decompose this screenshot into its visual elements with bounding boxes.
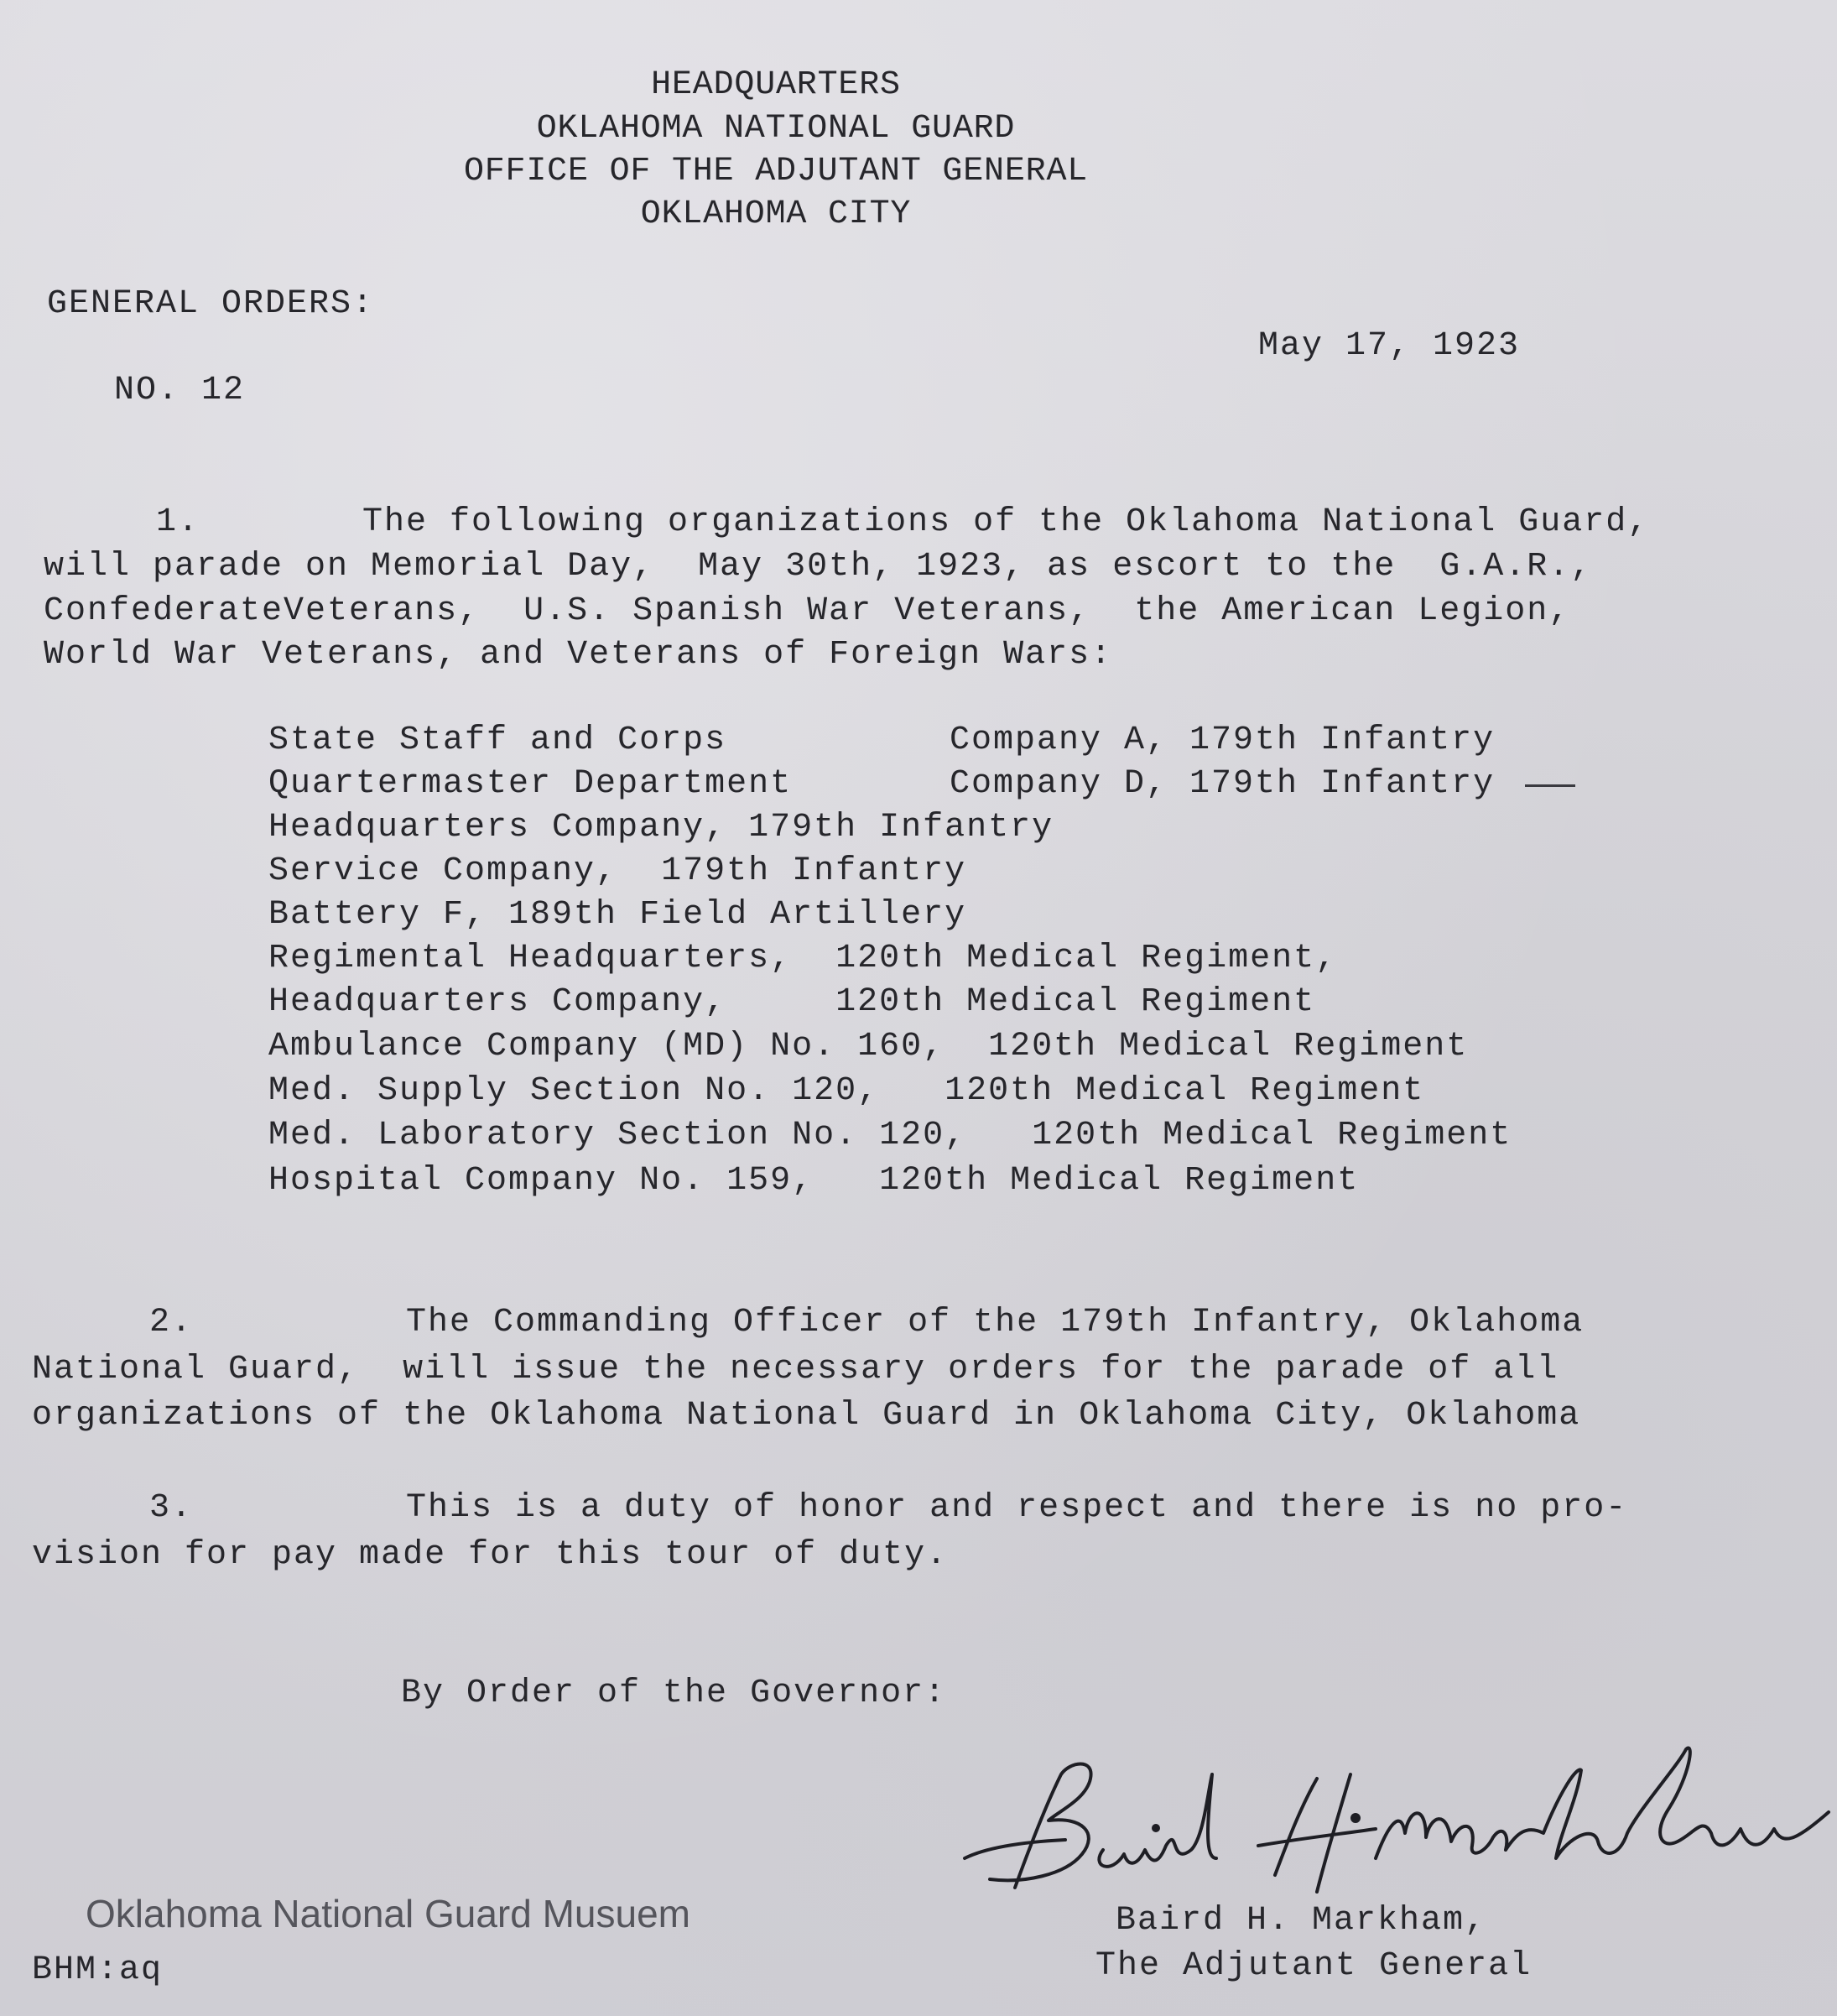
para2-line-3: organizations of the Oklahoma National Guard in Oklahoma City, Oklahoma (32, 1397, 1581, 1435)
org-row: Ambulance Company (MD) No. 160, 120th Medical Regiment (268, 1028, 1469, 1065)
org-row: Regimental Headquarters, 120th Medical Regiment, (268, 940, 1338, 977)
org-row: Battery F, 189th Field Artillery (268, 896, 967, 934)
org-right-2: Company D, 179th Infantry (950, 765, 1496, 803)
para2-line-1: The Commanding Officer of the 179th Infantry, Oklahoma (406, 1304, 1585, 1341)
order-date: May 17, 1923 (1258, 327, 1521, 365)
para3-line-2: vision for pay made for this tour of duty. (32, 1536, 949, 1574)
org-row: Service Company, 179th Infantry (268, 852, 967, 890)
para1-line-3: ConfederateVeterans, U.S. Spanish War Veterans, the American Legion, (44, 592, 1571, 630)
general-orders-label: GENERAL ORDERS: (47, 285, 375, 323)
org-left-2: Quartermaster Department (268, 765, 793, 803)
typist-initials: BHM:aq (32, 1951, 164, 1989)
org-right-1: Company A, 179th Infantry (950, 721, 1496, 759)
org-row: Med. Supply Section No. 120, 120th Medical Regiment (268, 1072, 1425, 1110)
signer-title: The Adjutant General (1095, 1947, 1533, 1985)
org-row: Headquarters Company, 120th Medical Regiment (268, 983, 1316, 1021)
org-row: Med. Laboratory Section No. 120, 120th Medical Regiment (268, 1117, 1512, 1154)
org-left-1: State Staff and Corps (268, 721, 727, 759)
header-line-headquarters: HEADQUARTERS (651, 66, 901, 104)
para1-line-2: will parade on Memorial Day, May 30th, 1923, as escort to the G.A.R., (44, 548, 1593, 586)
para3-line-1: This is a duty of honor and respect and there is no pro- (406, 1489, 1628, 1527)
pen-mark-dash (1525, 784, 1575, 787)
order-number: NO. 12 (114, 372, 246, 409)
org-row: Hospital Company No. 159, 120th Medical Regiment (268, 1162, 1360, 1200)
header-line-guard: OKLAHOMA NATIONAL GUARD (536, 110, 1016, 148)
para2-line-2: National Guard, will issue the necessary orders for the parade of all (32, 1351, 1559, 1388)
header-line-office: OFFICE OF THE ADJUTANT GENERAL (463, 153, 1089, 190)
org-row: Headquarters Company, 179th Infantry (268, 809, 1054, 847)
signature-image (956, 1741, 1837, 1925)
para3-number: 3. (149, 1489, 194, 1527)
para1-line-4: World War Veterans, and Veterans of Foreign Wars: (44, 636, 1113, 674)
museum-watermark: Oklahoma National Guard Musuem (86, 1892, 690, 1935)
by-order-line: By Order of the Governor: (401, 1675, 947, 1712)
header-line-city: OKLAHOMA CITY (640, 195, 912, 233)
para2-number: 2. (149, 1304, 194, 1341)
signer-name: Baird H. Markham, (1116, 1902, 1487, 1940)
para1-line-1: The following organizations of the Oklahoma National Guard, (362, 503, 1650, 541)
para1-number: 1. (156, 503, 200, 541)
